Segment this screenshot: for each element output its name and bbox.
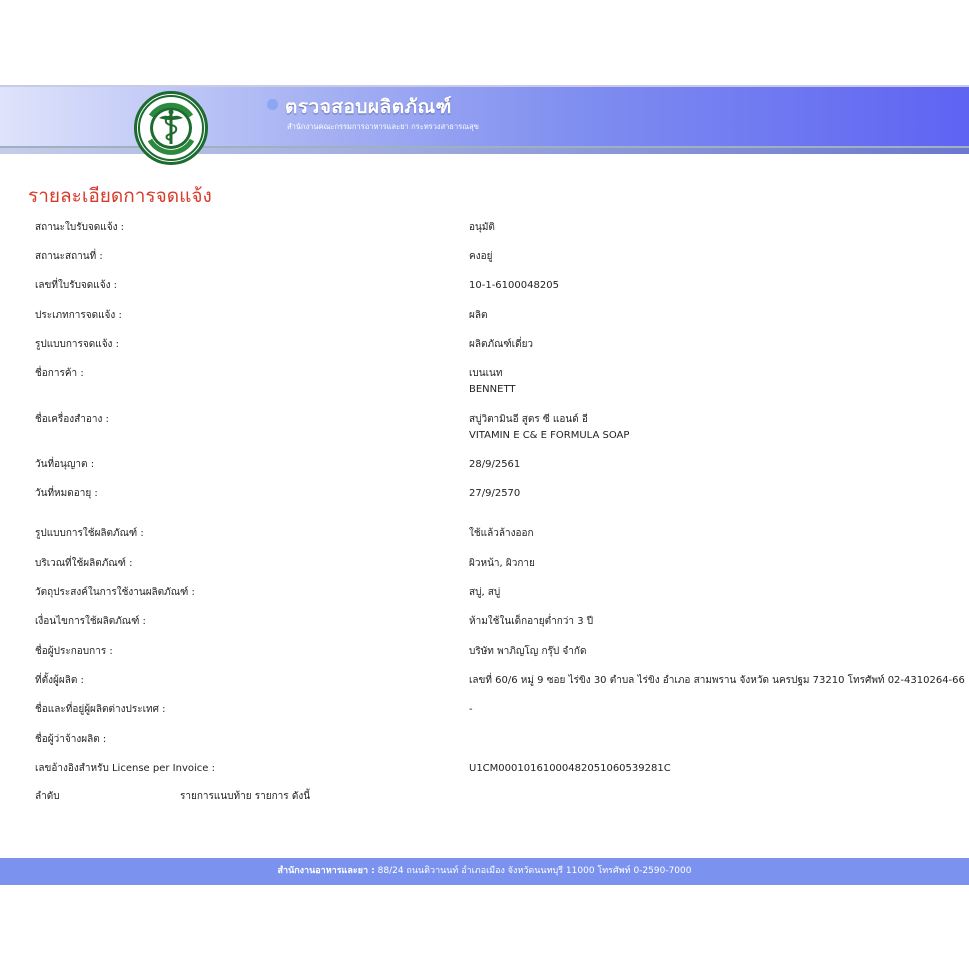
detail-value-line: เบนเนท (469, 368, 503, 379)
detail-label: วันที่หมดอายุ : (35, 488, 98, 499)
detail-value-line-2: BENNETT (469, 383, 516, 395)
page-footer (0, 858, 969, 885)
detail-value (469, 702, 473, 718)
detail-value (469, 220, 495, 236)
detail-value (469, 673, 965, 689)
footer-org: สำนักงานอาหารและยา : (277, 866, 375, 876)
detail-label: สถานะใบรับจดแจ้ง : (35, 222, 125, 233)
detail-label: เลขที่ใบรับจดแจ้ง : (35, 280, 118, 291)
detail-label: ชื่อเครื่องสำอาง : (35, 414, 109, 425)
title-bullet-icon (267, 99, 278, 110)
detail-label: บริเวณที่ใช้ผลิตภัณฑ์ : (35, 558, 133, 569)
detail-value-line: 27/9/2570 (469, 488, 521, 499)
detail-label: ประเภทการจดแจ้ง : (35, 310, 122, 321)
detail-label: เงื่อนไขการใช้ผลิตภัณฑ์ : (35, 616, 146, 627)
detail-value-line: สบู่วิตามินอี สูตร ซี แอนด์ อี (469, 414, 588, 425)
detail-value (469, 644, 586, 660)
detail-label: ชื่อผู้ประกอบการ : (35, 646, 113, 657)
detail-value (469, 526, 534, 542)
detail-value (469, 412, 629, 443)
detail-value (469, 761, 671, 777)
detail-value (469, 337, 533, 353)
site-title: ตรวจสอบผลิตภัณฑ์ (285, 96, 452, 118)
detail-value (469, 614, 593, 630)
detail-value (469, 457, 520, 473)
detail-label: วันที่อนุญาต : (35, 459, 95, 470)
detail-value-line: - (469, 704, 473, 715)
list-col-order: ลำดับ (35, 791, 60, 802)
detail-label: ที่ตั้งผู้ผลิต : (35, 675, 84, 686)
detail-label: วัตถุประสงค์ในการใช้งานผลิตภัณฑ์ : (35, 587, 195, 598)
detail-value-line: ห้ามใช้ในเด็กอายุต่ำกว่า 3 ปี (469, 616, 594, 627)
detail-value-line: ผลิตภัณฑ์เดี่ยว (469, 339, 534, 350)
detail-value-line-2: VITAMIN E C& E FORMULA SOAP (469, 429, 630, 441)
site-subtitle: สำนักงานคณะกรรมการอาหารและยา กระทรวงสาธารณสุข (287, 122, 479, 131)
detail-label: เลขอ้างอิงสำหรับ License per Invoice : (35, 763, 215, 774)
detail-label: ชื่อการค้า : (35, 368, 84, 379)
detail-value-line: บริษัท พาภิญโญ กรุ๊ป จำกัด (469, 646, 587, 657)
detail-value-line: ผิวหน้า, ผิวกาย (469, 558, 535, 569)
detail-value (469, 249, 492, 265)
detail-value (469, 585, 500, 601)
page-heading: รายละเอียดการจดแจ้ง (28, 185, 212, 207)
detail-value-line: อนุมัติ (469, 222, 495, 233)
detail-value-line: สบู่, สบู่ (469, 587, 501, 598)
detail-value-line: 28/9/2561 (469, 459, 521, 470)
detail-value (469, 366, 516, 397)
detail-value-line: U1CM0001016100048205106053928​1C (469, 763, 671, 774)
ministry-seal-logo (134, 91, 208, 165)
detail-value (469, 486, 520, 502)
detail-value-line: ใช้แล้วล้างออก (469, 528, 534, 539)
detail-label: ชื่อผู้ว่าจ้างผลิต : (35, 734, 107, 745)
detail-label: สถานะสถานที่ : (35, 251, 103, 262)
detail-label: รูปแบบการจดแจ้ง : (35, 339, 119, 350)
detail-value (469, 556, 535, 572)
detail-value-line: เลขที่ 60/6 หมู่ 9 ซอย ไร่ขิง 30 ตำบล ไร่ขิง อำเภอ สามพราน จังหวัด นครปฐม 73210 โทรศัพท์ 02-4310264-66 (469, 675, 965, 686)
detail-value (469, 278, 559, 294)
detail-value-line: 10-1-6100048205 (469, 280, 559, 291)
detail-value-line: คงอยู่ (469, 251, 493, 262)
list-col-items: รายการแนบท้าย รายการ ดังนี้ (180, 791, 311, 802)
detail-label: ชื่อและที่อยู่ผู้ผลิตต่างประเทศ : (35, 704, 166, 715)
detail-value (469, 308, 487, 324)
footer-address: 88/24 ถนนติวานนท์ อำเภอเมือง จังหวัดนนทบุรี 11000 โทรศัพท์ 0-2590-7000 (374, 866, 692, 876)
detail-label: รูปแบบการใช้ผลิตภัณฑ์ : (35, 528, 144, 539)
detail-value-line: ผลิต (469, 310, 488, 321)
